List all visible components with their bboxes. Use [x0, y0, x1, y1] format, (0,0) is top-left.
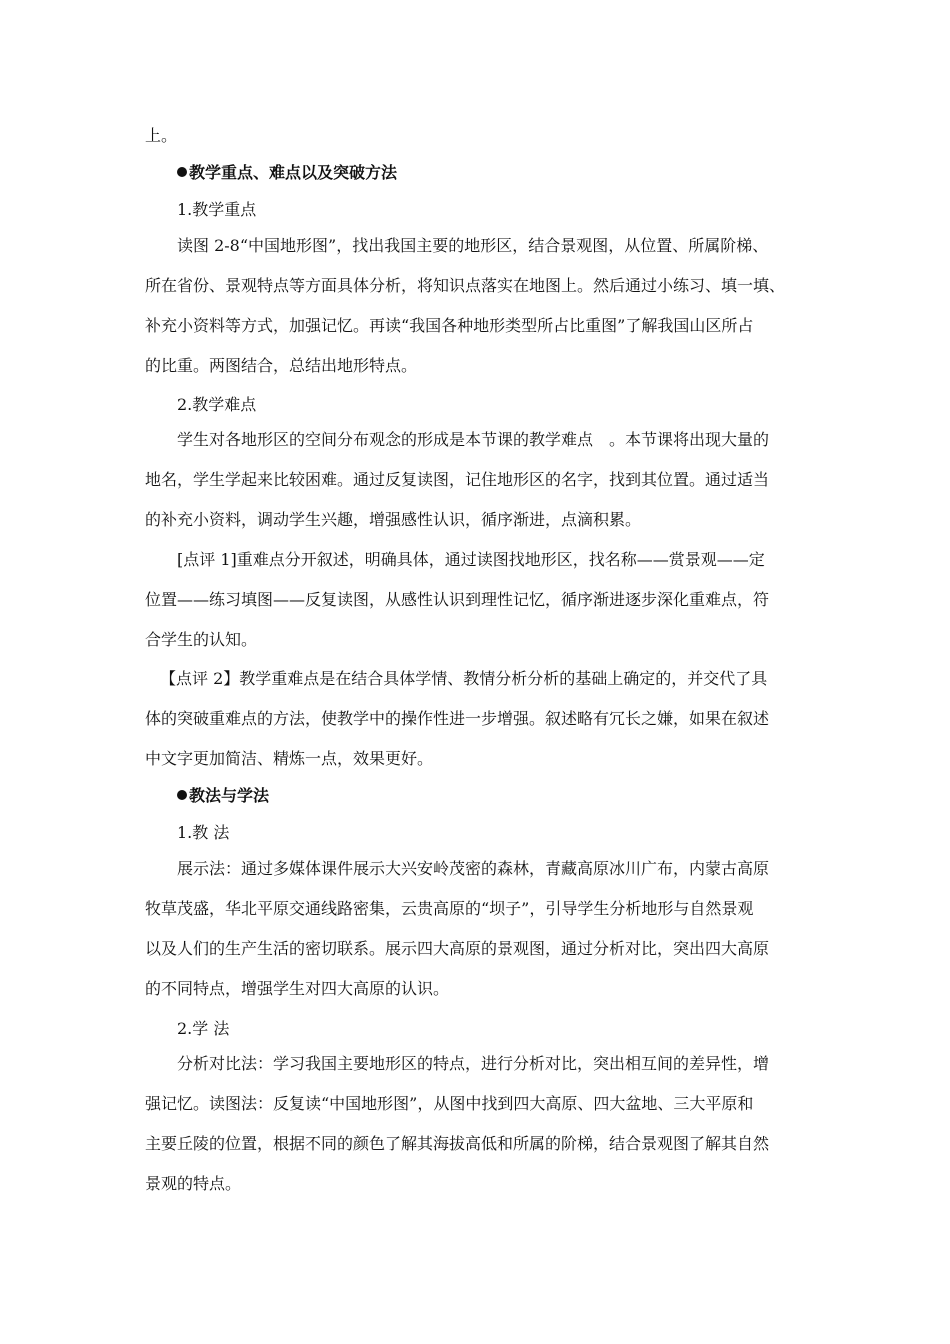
subheading: 1.教学重点 — [177, 200, 257, 219]
section-heading-methods — [177, 786, 269, 806]
paragraph-line: 分析对比法：学习我国主要地形区的特点，进行分析对比，突出相互间的差异性，增 — [177, 1054, 770, 1073]
subheading: 2.学 法 — [177, 1019, 230, 1038]
comment-line: 体的突破重难点的方法，使教学中的操作性进一步增强。叙述略有冗长之嫌，如果在叙述 — [145, 709, 770, 728]
paragraph-line: 所在省份、景观特点等方面具体分析，将知识点落实在地图上。然后通过小练习、填一填、 — [145, 276, 786, 295]
paragraph-line: 景观的特点。 — [145, 1174, 242, 1193]
paragraph-line: 学生对各地形区的空间分布观念的形成是本节课的教学难点 。本节课将出现大量的 — [177, 430, 770, 449]
paragraph-line: 的比重。两图结合，总结出地形特点。 — [145, 356, 418, 375]
paragraph-line: 主要丘陵的位置，根据不同的颜色了解其海拔高低和所属的阶梯，结合景观图了解其自然 — [145, 1134, 770, 1153]
paragraph-line: 地名，学生学起来比较困难。通过反复读图，记住地形区的名字，找到其位置。通过适当 — [145, 470, 770, 489]
paragraph-line: 展示法：通过多媒体课件展示大兴安岭茂密的森林，青藏高原冰川广布，内蒙古高原 — [177, 859, 770, 878]
section-heading-text: 教法与学法 — [189, 786, 270, 805]
paragraph-line: 读图 2-8“中国地形图”，找出我国主要的地形区，结合景观图，从位置、所属阶梯、 — [177, 236, 769, 255]
paragraph-line: 的不同特点，增强学生对四大高原的认识。 — [145, 979, 450, 998]
bullet-icon — [177, 167, 187, 177]
bullet-icon — [177, 790, 187, 800]
paragraph-line: 的补充小资料，调动学生兴趣，增强感性认识，循序渐进，点滴积累。 — [145, 510, 642, 529]
text-line: 上。 — [145, 126, 178, 145]
section-heading-text: 教学重点、难点以及突破方法 — [189, 163, 398, 182]
comment-line: 中文字更加简洁、精炼一点，效果更好。 — [145, 749, 434, 768]
paragraph-line: 补充小资料等方式，加强记忆。再读“我国各种地形类型所占比重图”了解我国山区所占 — [145, 316, 754, 335]
comment-line: 位置——练习填图——反复读图，从感性认识到理性记忆，循序渐进逐步深化重难点，符 — [145, 590, 770, 609]
paragraph-line: 牧草茂盛，华北平原交通线路密集，云贵高原的“坝子”，引导学生分析地形与自然景观 — [145, 899, 754, 918]
comment-line: 合学生的认知。 — [145, 630, 258, 649]
section-heading-key-points — [177, 163, 397, 183]
subheading: 2.教学难点 — [177, 395, 257, 414]
comment-line: [点评 1]重难点分开叙述，明确具体，通过读图找地形区，找名称——赏景观——定 — [177, 550, 765, 569]
subheading: 1.教 法 — [177, 823, 230, 842]
paragraph-line: 以及人们的生产生活的密切联系。展示四大高原的景观图，通过分析对比，突出四大高原 — [145, 939, 770, 958]
comment-line: 【点评 2】教学重难点是在结合具体学情、教情分析分析的基础上确定的，并交代了具 — [160, 669, 768, 688]
paragraph-line: 强记忆。读图法：反复读“中国地形图”，从图中找到四大高原、四大盆地、三大平原和 — [145, 1094, 754, 1113]
